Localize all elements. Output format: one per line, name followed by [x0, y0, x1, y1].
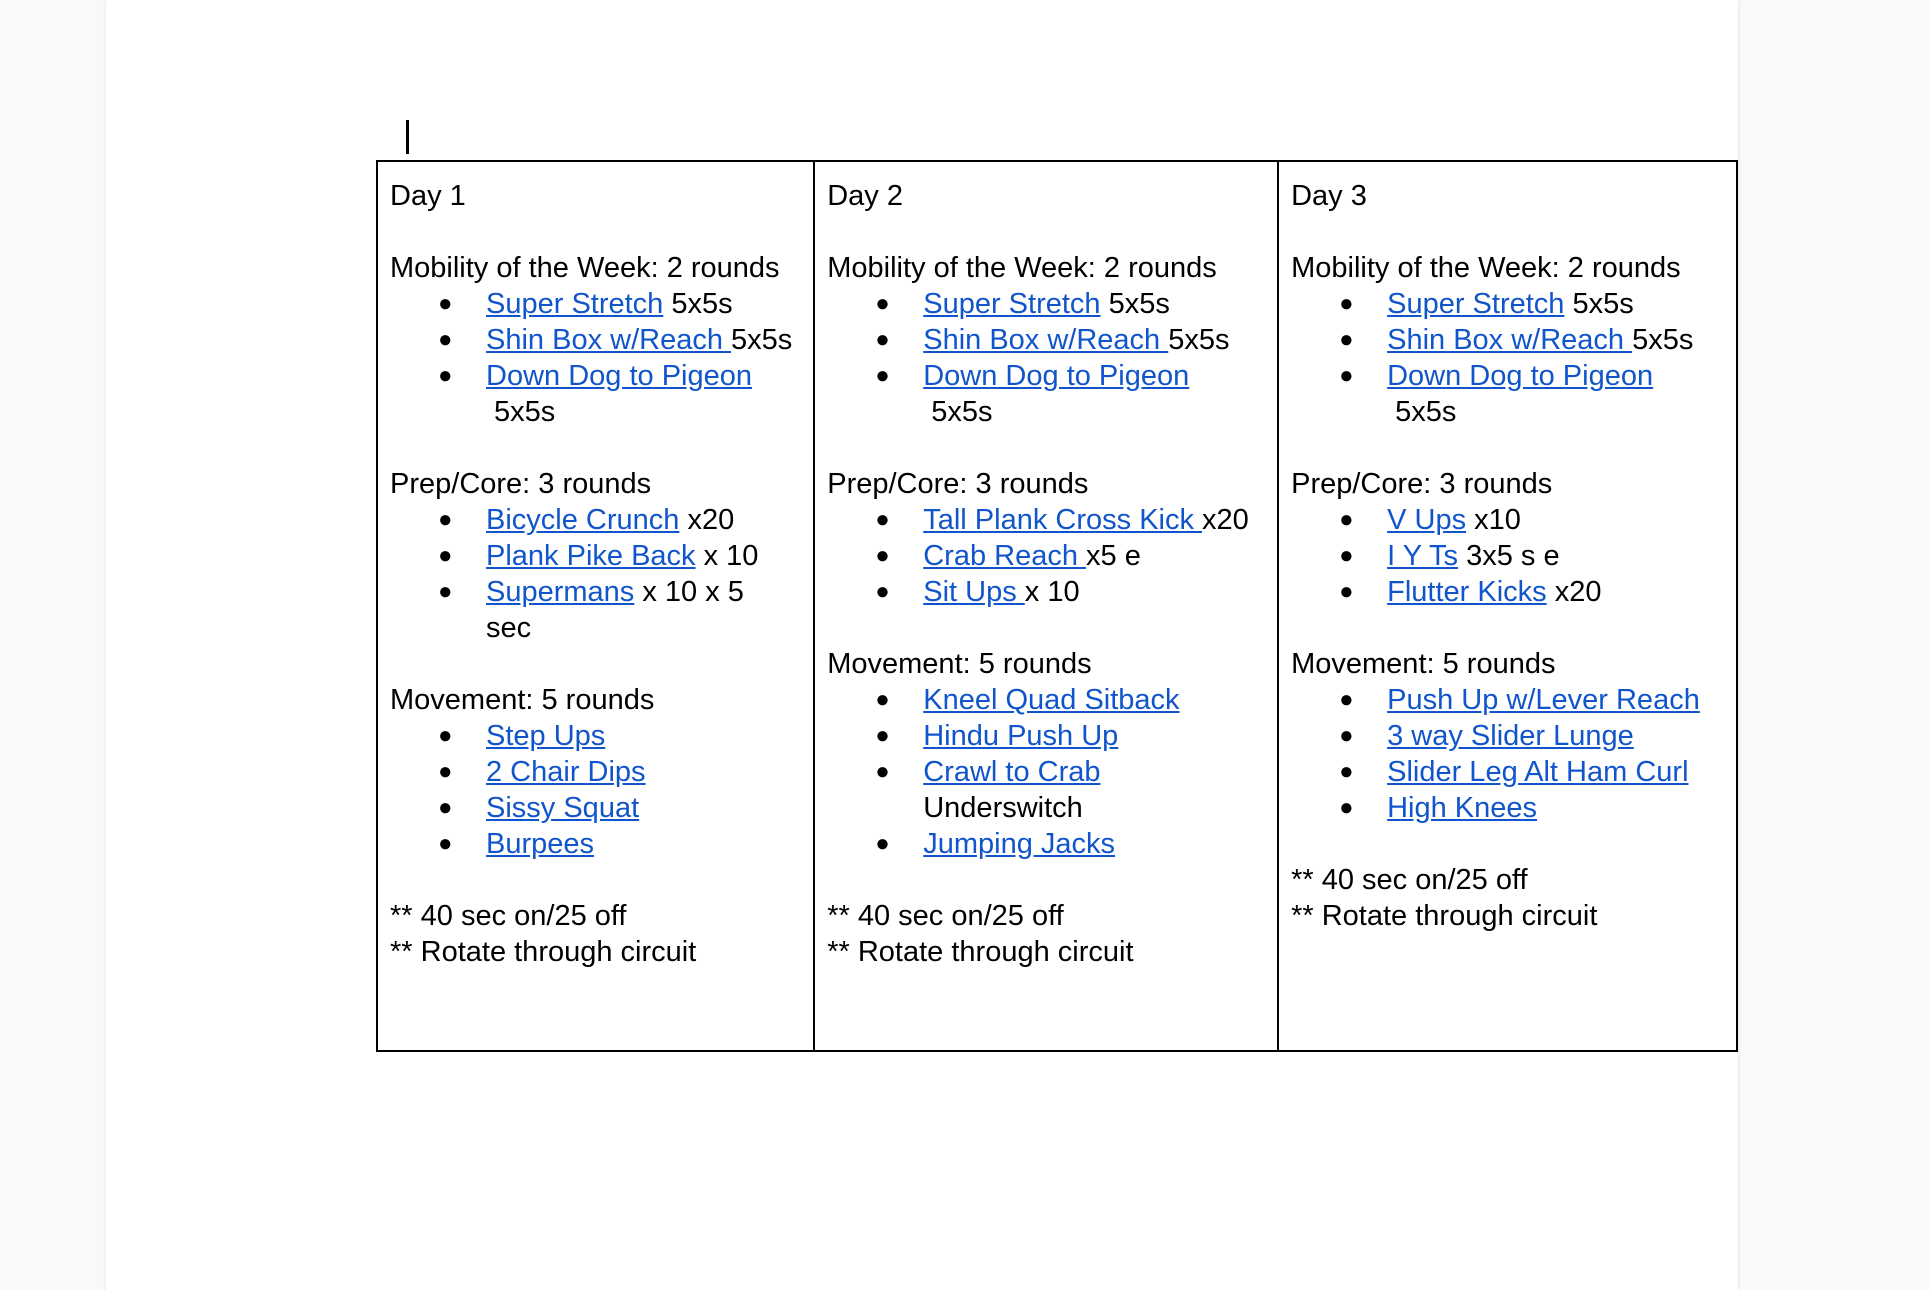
exercise-link[interactable]: 3 way Slider Lunge [1387, 720, 1634, 752]
timing-note: ** 40 sec on/25 off [390, 900, 627, 932]
circuit-note: ** Rotate through circuit [390, 936, 697, 968]
list-item: ● Flutter Kicks x20 [1291, 574, 1726, 610]
list-item: ● Super Stretch 5x5s [1291, 286, 1726, 322]
circuit-note: ** Rotate through circuit [827, 936, 1134, 968]
list-item [390, 754, 803, 790]
exercise-link[interactable]: I Y Ts [1387, 540, 1459, 572]
list-item: ● Bicycle Crunch x20 [390, 502, 803, 538]
exercise-link[interactable]: Sissy Squat [486, 792, 640, 824]
day-title: Day 3 [1291, 180, 1367, 212]
list-item [1291, 718, 1726, 754]
exercise-link[interactable]: Plank Pike Back [486, 540, 696, 572]
movement-list [827, 682, 1267, 862]
exercise-link[interactable]: Down Dog to Pigeon [1387, 360, 1654, 392]
list-item: ● Down Dog to Pigeon 5x5s [390, 358, 803, 430]
mobility-list [827, 286, 1267, 430]
list-item: ● Down Dog to Pigeon 5x5s [827, 358, 1267, 430]
exercise-link[interactable]: Supermans [486, 576, 635, 608]
list-item: ● Shin Box w/Reach 5x5s [1291, 322, 1726, 358]
movement-heading: Movement: 5 rounds [827, 648, 1092, 680]
list-item: ● I Y Ts 3x5 s e [1291, 538, 1726, 574]
table-row [377, 161, 1737, 1051]
day-1-cell[interactable] [377, 161, 814, 1051]
list-item [827, 682, 1267, 718]
exercise-link[interactable]: Bicycle Crunch [486, 504, 680, 536]
day-2-cell[interactable] [814, 161, 1278, 1051]
list-item [1291, 682, 1726, 718]
exercise-link[interactable]: High Knees [1387, 792, 1538, 824]
list-item: ● Crab Reach x5 e [827, 538, 1267, 574]
mobility-list [390, 286, 803, 430]
list-item: ● Shin Box w/Reach 5x5s [390, 322, 803, 358]
movement-heading: Movement: 5 rounds [390, 684, 655, 716]
timing-note: ** 40 sec on/25 off [1291, 864, 1528, 896]
mobility-list [1291, 286, 1726, 430]
list-item [827, 718, 1267, 754]
workout-table [376, 160, 1738, 1052]
exercise-link[interactable]: Sit Ups [923, 576, 1025, 608]
exercise-link[interactable]: Burpees [486, 828, 595, 860]
list-item: ● Super Stretch 5x5s [390, 286, 803, 322]
list-item: ● Down Dog to Pigeon 5x5s [1291, 358, 1726, 430]
list-item [1291, 754, 1726, 790]
list-item: ● Super Stretch 5x5s [827, 286, 1267, 322]
list-item: ● Sit Ups x 10 [827, 574, 1267, 610]
exercise-link[interactable]: Jumping Jacks [923, 828, 1116, 860]
list-item: ● Supermans x 10 x 5 sec [390, 574, 803, 646]
mobility-heading: Mobility of the Week: 2 rounds [390, 252, 780, 284]
exercise-link[interactable]: Crab Reach [923, 540, 1087, 572]
exercise-link[interactable]: Hindu Push Up [923, 720, 1119, 752]
mobility-heading: Mobility of the Week: 2 rounds [1291, 252, 1681, 284]
list-item [1291, 790, 1726, 826]
prep-core-heading: Prep/Core: 3 rounds [390, 468, 652, 500]
day-title: Day 2 [827, 180, 903, 212]
text-cursor [406, 120, 409, 154]
exercise-link[interactable]: Step Ups [486, 720, 606, 752]
exercise-link[interactable]: Flutter Kicks [1387, 576, 1547, 608]
exercise-link[interactable]: Push Up w/Lever Reach [1387, 684, 1700, 716]
exercise-link[interactable]: Down Dog to Pigeon [486, 360, 752, 392]
prep-core-list [827, 502, 1267, 610]
exercise-link[interactable]: 2 Chair Dips [486, 756, 646, 788]
prep-core-heading: Prep/Core: 3 rounds [1291, 468, 1553, 500]
exercise-link[interactable]: Crawl to Crab [923, 756, 1101, 788]
list-item: ● V Ups x10 [1291, 502, 1726, 538]
exercise-link[interactable]: Super Stretch [486, 288, 664, 320]
list-item [390, 790, 803, 826]
exercise-link[interactable]: Shin Box w/Reach [1387, 324, 1633, 356]
list-item: ● Shin Box w/Reach 5x5s [827, 322, 1267, 358]
mobility-heading: Mobility of the Week: 2 rounds [827, 252, 1217, 284]
prep-core-heading: Prep/Core: 3 rounds [827, 468, 1089, 500]
day-title: Day 1 [390, 180, 466, 212]
list-item [390, 826, 803, 862]
timing-note: ** 40 sec on/25 off [827, 900, 1064, 932]
exercise-link[interactable]: Shin Box w/Reach [486, 324, 732, 356]
list-item: ● Tall Plank Cross Kick x20 [827, 502, 1267, 538]
prep-core-list [390, 502, 803, 646]
prep-core-list [1291, 502, 1726, 610]
movement-heading: Movement: 5 rounds [1291, 648, 1556, 680]
list-item [390, 718, 803, 754]
day-3-cell[interactable] [1278, 161, 1737, 1051]
exercise-link[interactable]: Shin Box w/Reach [923, 324, 1169, 356]
exercise-link[interactable]: Down Dog to Pigeon [923, 360, 1190, 392]
exercise-link[interactable]: Slider Leg Alt Ham Curl [1387, 756, 1689, 788]
exercise-link[interactable]: V Ups [1387, 504, 1467, 536]
list-item: ● Plank Pike Back x 10 [390, 538, 803, 574]
movement-list [1291, 682, 1726, 826]
exercise-link[interactable]: Kneel Quad Sitback [923, 684, 1180, 716]
list-item: ● Crawl to Crab Underswitch [827, 754, 1267, 826]
exercise-link[interactable]: Super Stretch [1387, 288, 1565, 320]
exercise-link[interactable]: Super Stretch [923, 288, 1101, 320]
document-page[interactable] [106, 0, 1738, 1290]
exercise-link[interactable]: Tall Plank Cross Kick [923, 504, 1203, 536]
movement-list [390, 718, 803, 862]
circuit-note: ** Rotate through circuit [1291, 900, 1598, 932]
list-item [827, 826, 1267, 862]
